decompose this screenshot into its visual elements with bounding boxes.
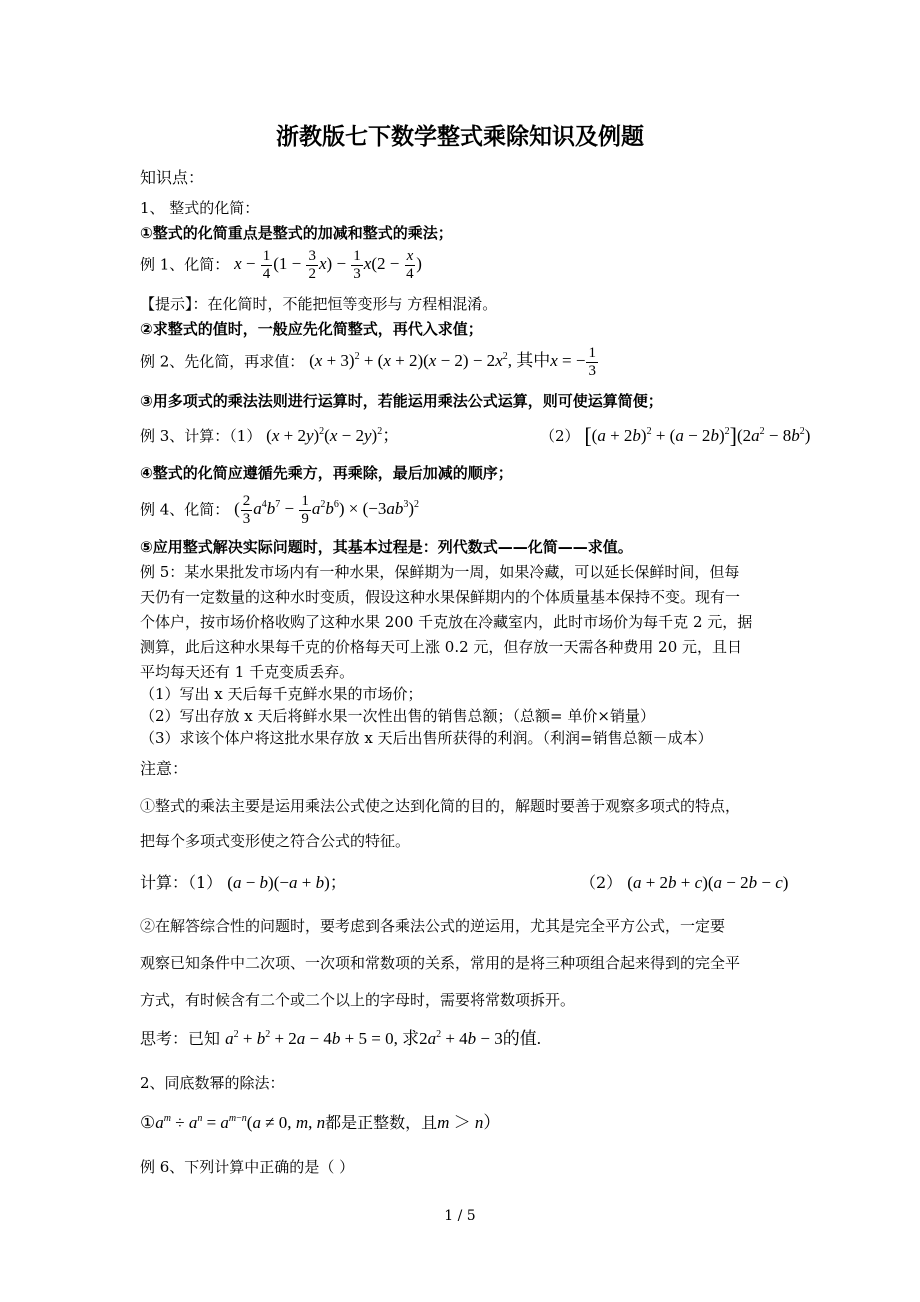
point-4: ④整式的化简应遵循先乘方，再乘除，最后加减的顺序； bbox=[140, 464, 513, 482]
point-1: ①整式的化简重点是整式的加减和整式的乘法； bbox=[140, 224, 453, 242]
point-5: ⑤应用整式解决实际问题时，其基本过程是：列代数式——化简——求值。 bbox=[140, 538, 633, 556]
note-2-line-1: ②在解答综合性的问题时，要考虑到各乘法公式的逆运用，尤其是完全平方公式，一定要 bbox=[140, 917, 726, 935]
example-3-part-2-label: （2） bbox=[540, 427, 580, 445]
calc-2-formula: (a + 2b + c)(a − 2b − c) bbox=[627, 873, 789, 892]
think-label: 思考：已知 bbox=[140, 1029, 221, 1048]
example-1 bbox=[140, 248, 422, 283]
division-rule bbox=[140, 1113, 500, 1133]
example-3-label: 例 3、计算：（1） bbox=[140, 427, 262, 445]
calc-1-formula: (a − b)(−a + b)； bbox=[227, 873, 347, 892]
think-formula: $a^2 + b^2 + 2a - 4b + 5 = 0$, 求$2a^2 + 4b - 3$的值. bbox=[225, 1029, 542, 1048]
calc-1-label: 计算：（1） bbox=[140, 873, 223, 892]
calc-2-label: （2） bbox=[580, 873, 623, 892]
example-2 bbox=[140, 345, 599, 380]
division-rule-formula: $①a^m \div a^n = a^{m-n}(a \ne 0$, m, n bbox=[140, 1113, 326, 1132]
section-1-heading: 1、 整式的化简： bbox=[140, 199, 260, 217]
hint: 【提示】：在化简时，不能把恒等变形与 方程相混淆。 bbox=[140, 295, 498, 313]
example-5-line-3: 个体户，按市场价格收购了这种水果 200 千克放在冷藏室内，此时市场价为每千克 2 元，据 bbox=[140, 613, 753, 631]
question-2: （2）写出存放 x 天后将鲜水果一次性出售的销售总额；（总额= 单价×销量） bbox=[140, 707, 655, 725]
example-2-formula: $(x + 3)^2 + (x + 2)(x - 2) - 2x^2$, 其中x = − $\frac{1}{3}$ bbox=[309, 345, 596, 379]
page-title: 浙教版七下数学整式乘除知识及例题 bbox=[276, 124, 644, 150]
point-3: ③用多项式的乘法法则进行运算时，若能运用乘法公式运算，则可使运算简便； bbox=[140, 392, 663, 410]
example-1-label: 例 1、化简： bbox=[140, 255, 230, 274]
example-3-formula-2: $[(a + 2b)^2 + (a - 2b)^2](2a^2 - 8b^2)$ bbox=[584, 423, 811, 448]
note-2-line-3: 方式，有时候含有二个或二个以上的字母时，需要将常数项拆开。 bbox=[140, 991, 576, 1009]
think-question bbox=[140, 1029, 541, 1049]
example-3 bbox=[140, 426, 399, 446]
note-2-line-2: 观察已知条件中二次项、一次项和常数项的关系，常用的是将三种项组合起来得到的完全平 bbox=[140, 954, 741, 972]
example-6: 例 6、下列计算中正确的是（ ） bbox=[140, 1158, 355, 1176]
note-heading: 注意： bbox=[140, 759, 189, 778]
calc-2 bbox=[580, 873, 788, 893]
question-3: （3）求该个体户将这批水果存放 x 天后出售所获得的利润。（利润=销售总额－成本） bbox=[140, 729, 713, 747]
example-3-formula-1: $(x + 2y)^2(x - 2y)^2$； bbox=[266, 426, 400, 445]
question-1: （1）写出 x 天后每千克鲜水果的市场价； bbox=[140, 685, 423, 703]
example-4-label: 例 4、化简： bbox=[140, 500, 230, 519]
point-2: ②求整式的值时，一般应先化简整式，再代入求值； bbox=[140, 320, 483, 338]
calc-1 bbox=[140, 873, 347, 893]
section-2-heading: 2、同底数幂的除法： bbox=[140, 1074, 285, 1092]
note-1-line-2: 把每个多项式变形使之符合公式的特征。 bbox=[140, 832, 411, 850]
example-1-formula: x − $\frac{1}{4}$ (1 − $\frac{3}{2}$ x) − $\frac{1}{3}$ x(2 − $\frac{x}{4}$ ) bbox=[234, 248, 422, 282]
note-1-line-1: ①整式的乘法主要是运用乘法公式使之达到化简的目的，解题时要善于观察多项式的特点， bbox=[140, 797, 741, 815]
knowledge-heading: 知识点： bbox=[140, 168, 205, 187]
example-4 bbox=[140, 493, 419, 528]
division-rule-condition: m ＞ n） bbox=[437, 1113, 501, 1132]
example-4-formula: ( $\frac{2}{3}$ $a^4b^7$ − $\frac{1}{9}$ $a^2b^6) \times (-3ab^3)^2$ bbox=[234, 493, 420, 527]
page-number: 1 / 5 bbox=[444, 1208, 476, 1224]
example-5-line-1: 例 5：某水果批发市场内有一种水果，保鲜期为一周，如果冷藏，可以延长保鲜时间，但每 bbox=[140, 563, 740, 581]
example-5-line-5: 平均每天还有 1 千克变质丢弃。 bbox=[140, 663, 355, 681]
division-rule-text: 都是正整数，且 bbox=[325, 1113, 438, 1132]
example-5-line-4: 测算，此后这种水果每千克的价格每天可上涨 0.2 元，但存放一天需各种费用 20 元，且日 bbox=[140, 638, 743, 656]
example-5-line-2: 天仍有一定数量的这种水时变质，假设这种水果保鲜期内的个体质量基本保持不变。现有一 bbox=[140, 588, 741, 606]
example-2-label: 例 2、先化简，再求值： bbox=[140, 352, 305, 371]
example-3-part-2 bbox=[540, 423, 811, 448]
